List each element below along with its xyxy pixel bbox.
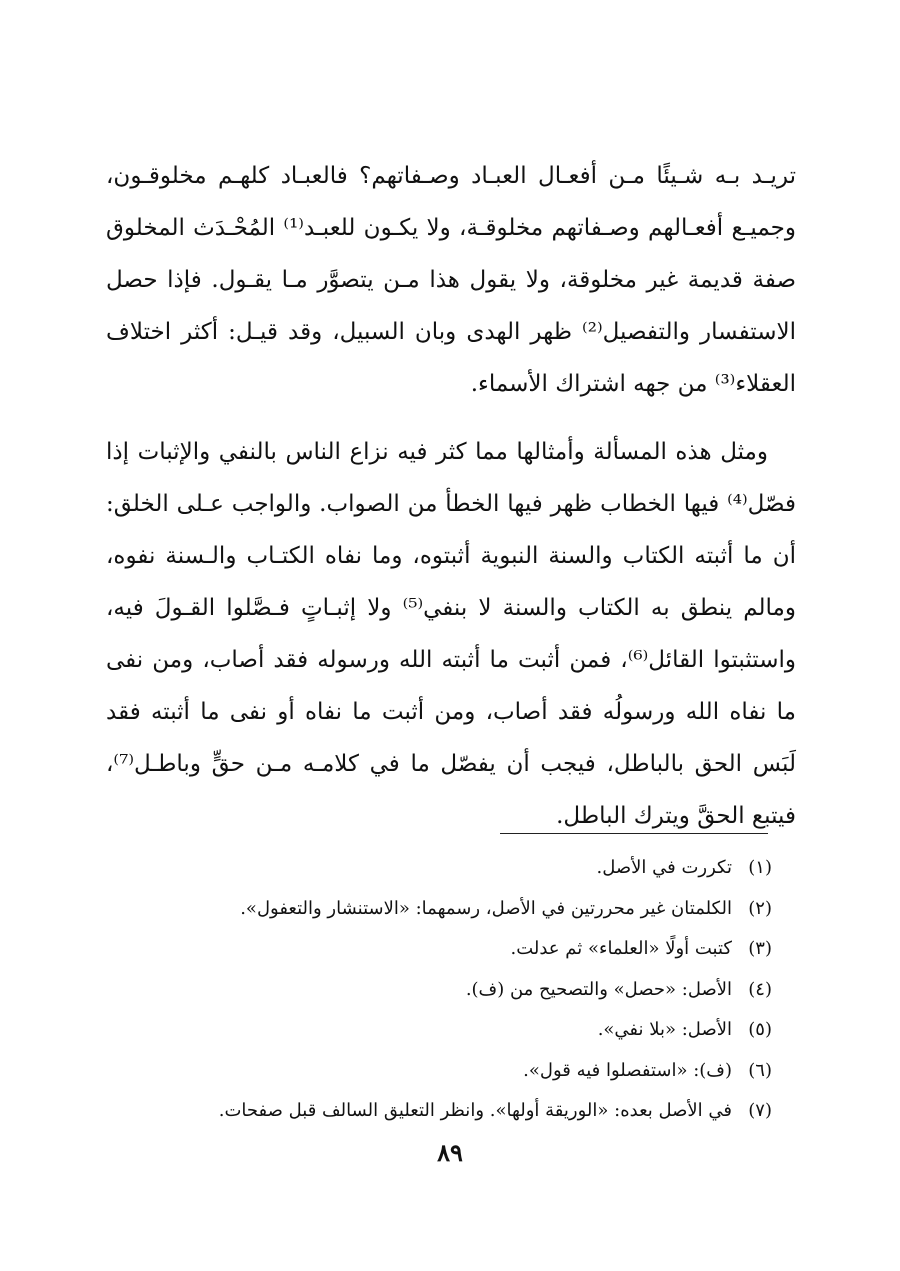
footnote-7: [140, 1091, 772, 1132]
footnote-number: (٢): [748, 897, 772, 919]
footnote-1: [140, 848, 772, 889]
footnote-text: (ف): «استفصلوا فيه قول».: [523, 1059, 732, 1081]
footnote-number: (١): [748, 857, 772, 878]
footnote-separator: [500, 833, 768, 834]
footnote-text: الأصل: «حصل» والتصحيح من (ف).: [465, 978, 732, 1000]
page-number: ٨٩: [437, 1138, 463, 1167]
footnote-number: (٣): [748, 938, 772, 959]
footnote-number: (٦): [748, 1059, 772, 1081]
footnote-text: في الأصل بعده: «الوريقة أولها». وانظر التعليق السالف قبل صفحات.: [218, 1100, 732, 1121]
footnote-number: (٧): [748, 1100, 772, 1121]
main-text: [106, 150, 796, 842]
footnote-number: (٤): [748, 978, 772, 1000]
footnote-6: [140, 1051, 772, 1092]
paragraph-2: ومثل هذه المسألة وأمثالها مما كثر فيه نزاع الناس بالنفي والإثبات إذا فصّل⁽⁴⁾ فيها الخطاب ظهر فيها الخطأ من الصواب. والواجب عـلى الخلق: أن ما أثبته الكتاب والسنة النبوية أثبتوه، وما نفاه الكتـاب والـسنة نفوه، ومالم ينطق به الكتاب والسنة لا بنفي⁽⁵⁾ ولا إثبـاتٍ فـصَّلوا القـولَ فيه، واستثبتوا القائل⁽⁶⁾، فمن أثبت ما أثبته الله ورسوله فقد أصاب، ومن نفى ما نفاه الله ورسولُه فقد أصاب، ومن أثبت ما نفاه أو نفى ما أثبته فقد لَبَس الحق بالباطل، فيجب أن يفصّل ما في كلامـه مـن حقٍّ وباطـل⁽⁷⁾، فيتبع الحقَّ ويترك الباطل.: [106, 439, 796, 829]
footnote-text: تكررت في الأصل.: [596, 857, 732, 878]
paragraph-1: تريـد بـه شـيئًا مـن أفعـال العبـاد وصـفاتهم؟ فالعبـاد كلهـم مخلوقـون، وجميـع أفعـالهم وصـفاتهم مخلوقـة، ولا يكـون للعبـد⁽¹⁾ المُحْـدَث المخلوق صفة قديمة غير مخلوقة، ولا يقول هذا مـن يتصوَّر مـا يقـول. فإذا حصل الاستفسار والتفصيل⁽²⁾ ظهر الهدى وبان السبيل، وقد قيـل: أكثر اختلاف العقلاء⁽³⁾ من جهه اشتراك الأسماء.: [106, 163, 796, 397]
footnote-5: [140, 1010, 772, 1051]
footnote-text: الأصل: «بلا نفي».: [597, 1019, 732, 1040]
footnote-3: [140, 929, 772, 970]
footnote-4: [140, 970, 772, 1011]
footnote-2: [140, 889, 772, 930]
footnote-text: الكلمتان غير محررتين في الأصل، رسمهما: «الاستنشار والتعفول».: [240, 897, 732, 919]
footnote-text: كتبت أولًا «العلماء» ثم عدلت.: [510, 938, 732, 959]
footnotes: [140, 848, 772, 1132]
footnote-number: (٥): [748, 1019, 772, 1040]
